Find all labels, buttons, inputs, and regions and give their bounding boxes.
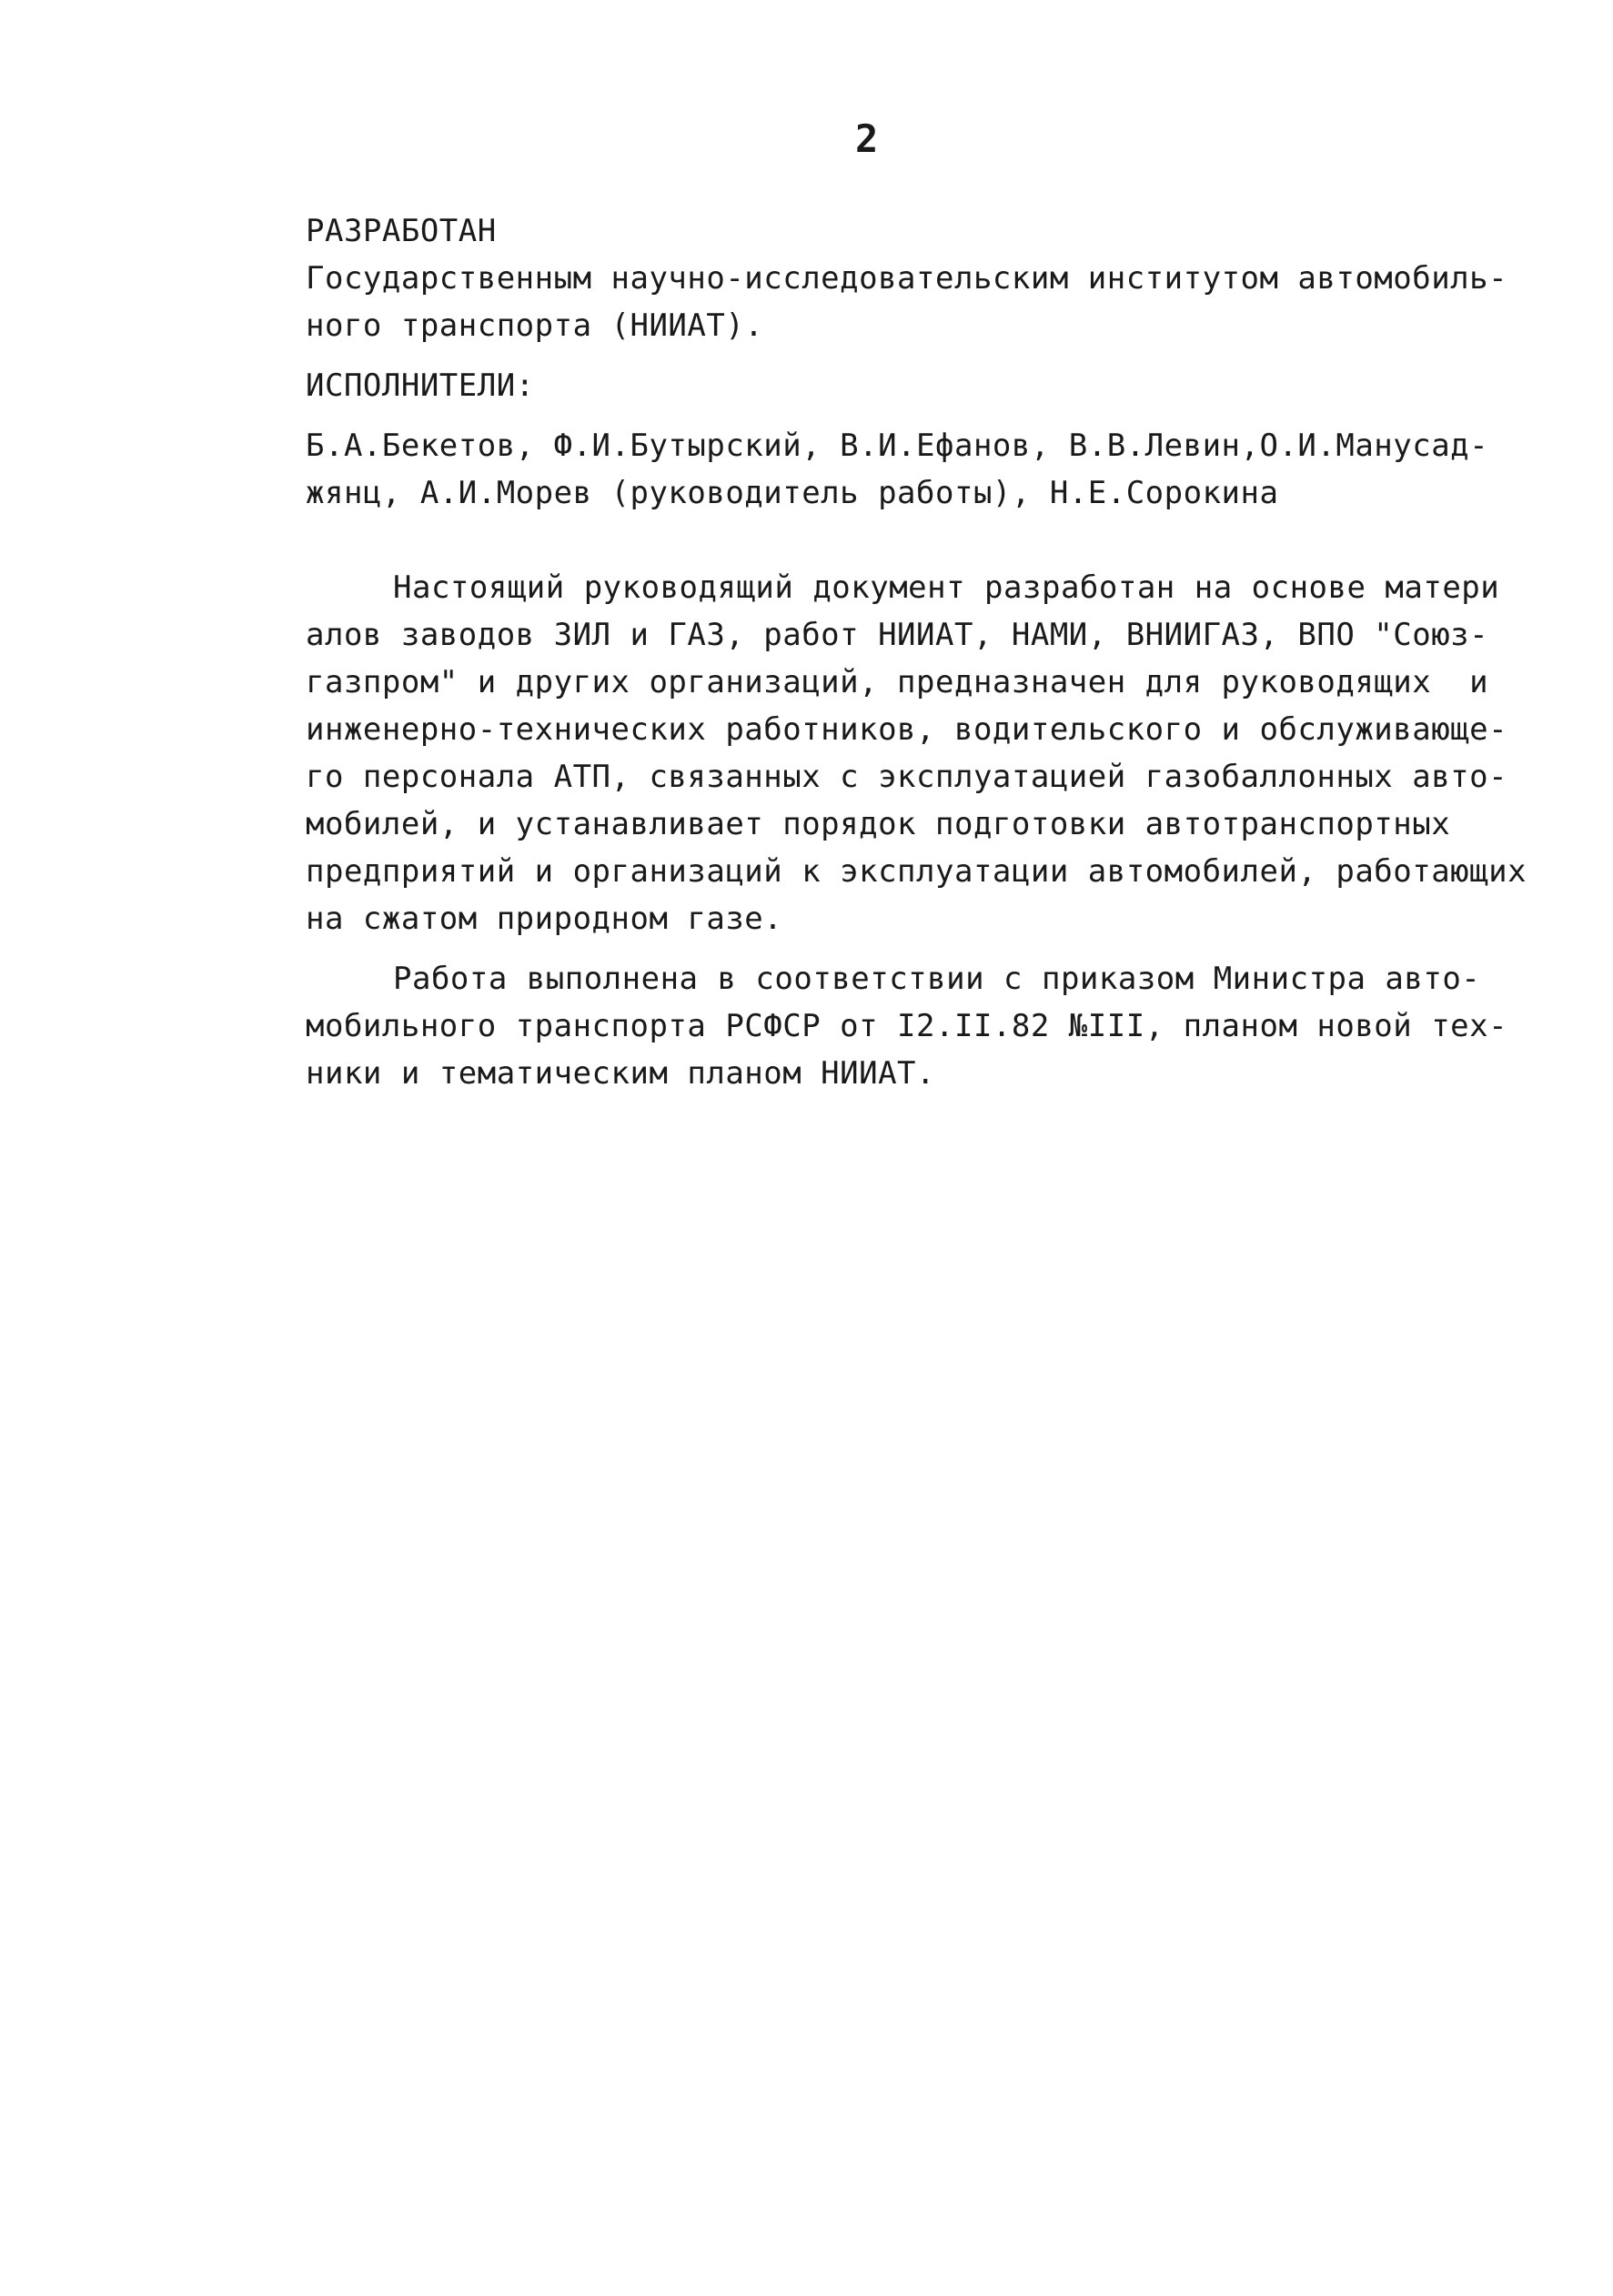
- developed-line-1: Государственным научно-исследовательским институтом автомобиль-: [306, 260, 1508, 297]
- paragraph-1-line-3: газпром" и других организаций, предназначен для руководящих и: [306, 664, 1489, 700]
- paragraph-1-line-2: алов заводов ЗИЛ и ГАЗ, работ НИИАТ, НАМИ, ВНИИГАЗ, ВПО "Союз-: [306, 617, 1489, 653]
- developed-line-2: ного транспорта (НИИАТ).: [306, 307, 764, 344]
- page-content: [306, 207, 1527, 1097]
- paragraph-2-line-2: мобильного транспорта РСФСР от I2.II.82 №III, планом новой тех-: [306, 1008, 1508, 1044]
- page-number: 2: [855, 116, 879, 161]
- paragraph-2-line-1: Работа выполнена в соответствии с приказом Министра авто-: [393, 961, 1481, 997]
- spacer: [306, 517, 1488, 564]
- executors-line-2: жянц, А.И.Морев (руководитель работы), Н.Е.Сорокина: [306, 475, 1279, 511]
- paragraph-2: [306, 955, 1508, 1097]
- executors-heading: ИСПОЛНИТЕЛИ:: [306, 368, 535, 404]
- paragraph-1-line-1: Настоящий руководящий документ разработан на основе матери: [393, 569, 1500, 606]
- paragraph-1-line-7: предприятий и организаций к эксплуатации автомобилей, работающих: [306, 853, 1527, 890]
- executors-section: [306, 362, 1488, 517]
- developed-heading: РАЗРАБОТАН: [306, 213, 497, 249]
- paragraph-1: [306, 564, 1527, 942]
- paragraph-1-line-8: на сжатом природном газе.: [306, 901, 783, 937]
- paragraph-1-line-4: инженерно-технических работников, водительского и обслуживающе-: [306, 711, 1508, 748]
- spacer: [306, 942, 1488, 955]
- paragraph-2-line-3: ники и тематическим планом НИИАТ.: [306, 1055, 936, 1092]
- paragraph-1-line-5: го персонала АТП, связанных с эксплуатацией газобаллонных авто-: [306, 759, 1508, 795]
- executors-line-1: Б.А.Бекетов, Ф.И.Бутырский, В.И.Ефанов, В.В.Левин,О.И.Манусад-: [306, 428, 1489, 464]
- spacer: [306, 349, 1488, 362]
- paragraph-1-line-6: мобилей, и устанавливает порядок подготовки автотранспортных: [306, 806, 1451, 842]
- spacer: [306, 409, 1488, 422]
- developed-section: [306, 207, 1508, 349]
